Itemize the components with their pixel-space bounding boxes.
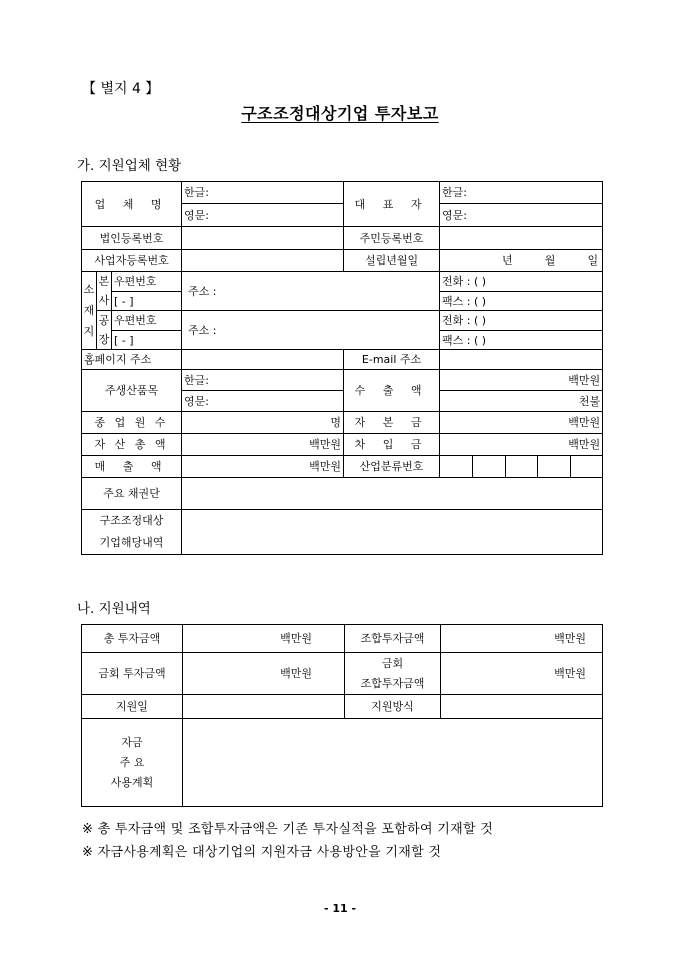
- union-invest-field[interactable]: 백만원: [441, 625, 603, 653]
- capital-field[interactable]: 백만원: [440, 412, 603, 434]
- founded-date-field[interactable]: [440, 250, 603, 272]
- email-field[interactable]: [440, 350, 603, 370]
- export-usd-field[interactable]: 천불: [440, 391, 603, 412]
- company-name-english[interactable]: 영문:: [182, 204, 344, 227]
- homepage-field[interactable]: [182, 350, 344, 370]
- support-details-table: [81, 624, 603, 807]
- hq-label: 본사: [97, 272, 112, 311]
- industry-code-digit[interactable]: [571, 456, 603, 478]
- rep-english[interactable]: 영문:: [440, 204, 603, 227]
- company-status-table: [81, 181, 603, 555]
- factory-address-field[interactable]: 주소 :: [182, 311, 440, 350]
- support-method-field[interactable]: [441, 695, 603, 719]
- page-number: - 11 -: [323, 902, 357, 915]
- resident-reg-label: 주민등록번호: [344, 227, 440, 250]
- support-date-label: 지원일: [82, 695, 183, 719]
- hq-fax-field[interactable]: 팩스 : ( ): [440, 292, 603, 311]
- account-invest-field[interactable]: 백만원: [183, 653, 345, 695]
- email-label: E-mail 주소: [344, 350, 440, 370]
- hq-phone-field[interactable]: 전화 : ( ): [440, 272, 603, 292]
- support-date-field[interactable]: [183, 695, 345, 719]
- founded-label: 설립년월일: [344, 250, 440, 272]
- hq-postal-label: 우편번호: [112, 272, 182, 292]
- fund-plan-label: 자금 주 요 사용계획: [82, 719, 183, 807]
- restructuring-field[interactable]: [182, 510, 603, 555]
- corp-reg-field[interactable]: [182, 227, 344, 250]
- support-method-label: 지원방식: [345, 695, 441, 719]
- page-title: 구조조정대상기업 투자보고: [241, 104, 439, 123]
- homepage-label: 홈페이지 주소: [82, 350, 182, 370]
- capital-label: 자 본 금: [344, 412, 440, 434]
- factory-postal-label: 우편번호: [112, 311, 182, 331]
- industry-code-label: 산업분류번호: [344, 456, 440, 478]
- factory-phone-field[interactable]: 전화 : ( ): [440, 311, 603, 331]
- employees-field[interactable]: 명: [182, 412, 344, 434]
- resident-reg-field[interactable]: [440, 227, 603, 250]
- company-name-hangul[interactable]: 한글:: [182, 182, 344, 204]
- note-2: ※ 자금사용계획은 대상기업의 지원자금 사용방안을 기재할 것: [82, 845, 442, 860]
- employees-label: 종 업 원 수: [82, 412, 182, 434]
- total-invest-label: 총 투자금액: [82, 625, 183, 653]
- section2-heading: 나. 지원내역: [77, 601, 151, 617]
- corp-reg-label: 법인등록번호: [82, 227, 182, 250]
- assets-label: 자 산 총 액: [82, 434, 182, 456]
- products-label: 주생산품목: [82, 370, 182, 412]
- total-invest-field[interactable]: 백만원: [183, 625, 345, 653]
- industry-code-digit[interactable]: [538, 456, 571, 478]
- company-name-label: 업 체 명: [82, 182, 182, 227]
- factory-postal-field[interactable]: [ - ]: [112, 331, 182, 350]
- account-union-field[interactable]: 백만원: [441, 653, 603, 695]
- hq-postal-field[interactable]: [ - ]: [112, 292, 182, 311]
- rep-hangul[interactable]: 한글:: [440, 182, 603, 204]
- creditor-label: 주요 채권단: [82, 478, 182, 510]
- sales-label: 매 출 액: [82, 456, 182, 478]
- factory-label: 공장: [97, 311, 112, 350]
- assets-field[interactable]: 백만원: [182, 434, 344, 456]
- union-invest-label: 조합투자금액: [345, 625, 441, 653]
- account-invest-label: 금회 투자금액: [82, 653, 183, 695]
- products-english[interactable]: 영문:: [182, 391, 344, 412]
- export-label: 수 출 액: [344, 370, 440, 412]
- note-1: ※ 총 투자금액 및 조합투자금액은 기존 투자실적을 포함하여 기재할 것: [82, 822, 494, 837]
- year-label: 년: [502, 254, 513, 267]
- annex-label: 【 별지 4 】: [82, 81, 160, 97]
- fund-plan-field[interactable]: [183, 719, 603, 807]
- restructuring-label: 구조조정대상 기업해당내역: [82, 510, 182, 555]
- industry-code-digit[interactable]: [440, 456, 473, 478]
- products-hangul[interactable]: 한글:: [182, 370, 344, 391]
- location-label: 소재지: [82, 272, 97, 350]
- borrowing-label: 차 입 금: [344, 434, 440, 456]
- sales-field[interactable]: 백만원: [182, 456, 344, 478]
- industry-code-digit[interactable]: [506, 456, 538, 478]
- borrowing-field[interactable]: 백만원: [440, 434, 603, 456]
- day-label: 일: [587, 254, 599, 267]
- export-won-field[interactable]: 백만원: [440, 370, 603, 391]
- representative-label: 대 표 자: [344, 182, 440, 227]
- biz-reg-field[interactable]: [182, 250, 344, 272]
- industry-code-digit[interactable]: [473, 456, 506, 478]
- hq-address-field[interactable]: 주소 :: [182, 272, 440, 311]
- biz-reg-label: 사업자등록번호: [82, 250, 182, 272]
- factory-fax-field[interactable]: 팩스 : ( ): [440, 331, 603, 350]
- account-union-label: 금회 조합투자금액: [345, 653, 441, 695]
- section1-heading: 가. 지원업체 현황: [77, 158, 182, 174]
- creditor-field[interactable]: [182, 478, 603, 510]
- month-label: 월: [544, 254, 556, 267]
